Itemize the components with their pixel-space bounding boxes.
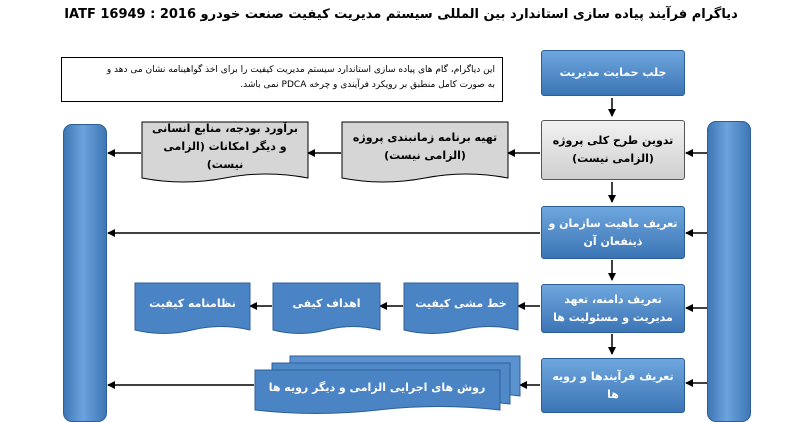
note-line-1: این دیاگرام، گام های پیاده سازی استاندارد سیستم مدیریت کیفیت را برای اخذ گواهینامه نشان می دهد و — [106, 65, 495, 75]
doc-procedures[interactable]: روش های اجرایی الزامی و دیگر رویه ها — [268, 381, 486, 394]
diagram-title: دیاگرام فرآیند پیاده سازی استاندارد بین المللی سیستم مدیریت کیفیت صنعت خودرو IATF 16949 : 2016 — [64, 7, 738, 22]
doc-quality-manual[interactable]: نظامنامه کیفیت — [149, 297, 236, 310]
step-organization-context[interactable]: تعریف ماهیت سازمان و ذینفعان آن — [541, 206, 685, 259]
note-line-2: به صورت کامل منطبق بر رویکرد فرآیندی و چرخه PDCA نمی باشد. — [240, 80, 495, 90]
doc-budget-resources[interactable]: برآورد بودجه، منابع انسانی و دیگر امکانات (الزامی نیست) — [151, 122, 299, 171]
doc-project-schedule[interactable]: تهیه برنامه زمانبندی پروژه (الزامی نیست) — [352, 131, 498, 162]
step-scope-commitment[interactable]: تعریف دامنه، تعهد مدیریت و مسئولیت ها — [541, 284, 685, 333]
step-processes-procedures[interactable]: تعریف فرآیندها و رویه ها — [541, 358, 685, 413]
doc-quality-objectives[interactable]: اهداف کیفی — [292, 297, 361, 310]
doc-quality-policy[interactable]: خط مشی کیفیت — [415, 297, 507, 310]
step-management-support[interactable]: جلب حمایت مدیریت — [541, 50, 685, 96]
step-project-plan[interactable]: تدوین طرح کلی پروژه (الزامی نیست) — [541, 120, 685, 180]
